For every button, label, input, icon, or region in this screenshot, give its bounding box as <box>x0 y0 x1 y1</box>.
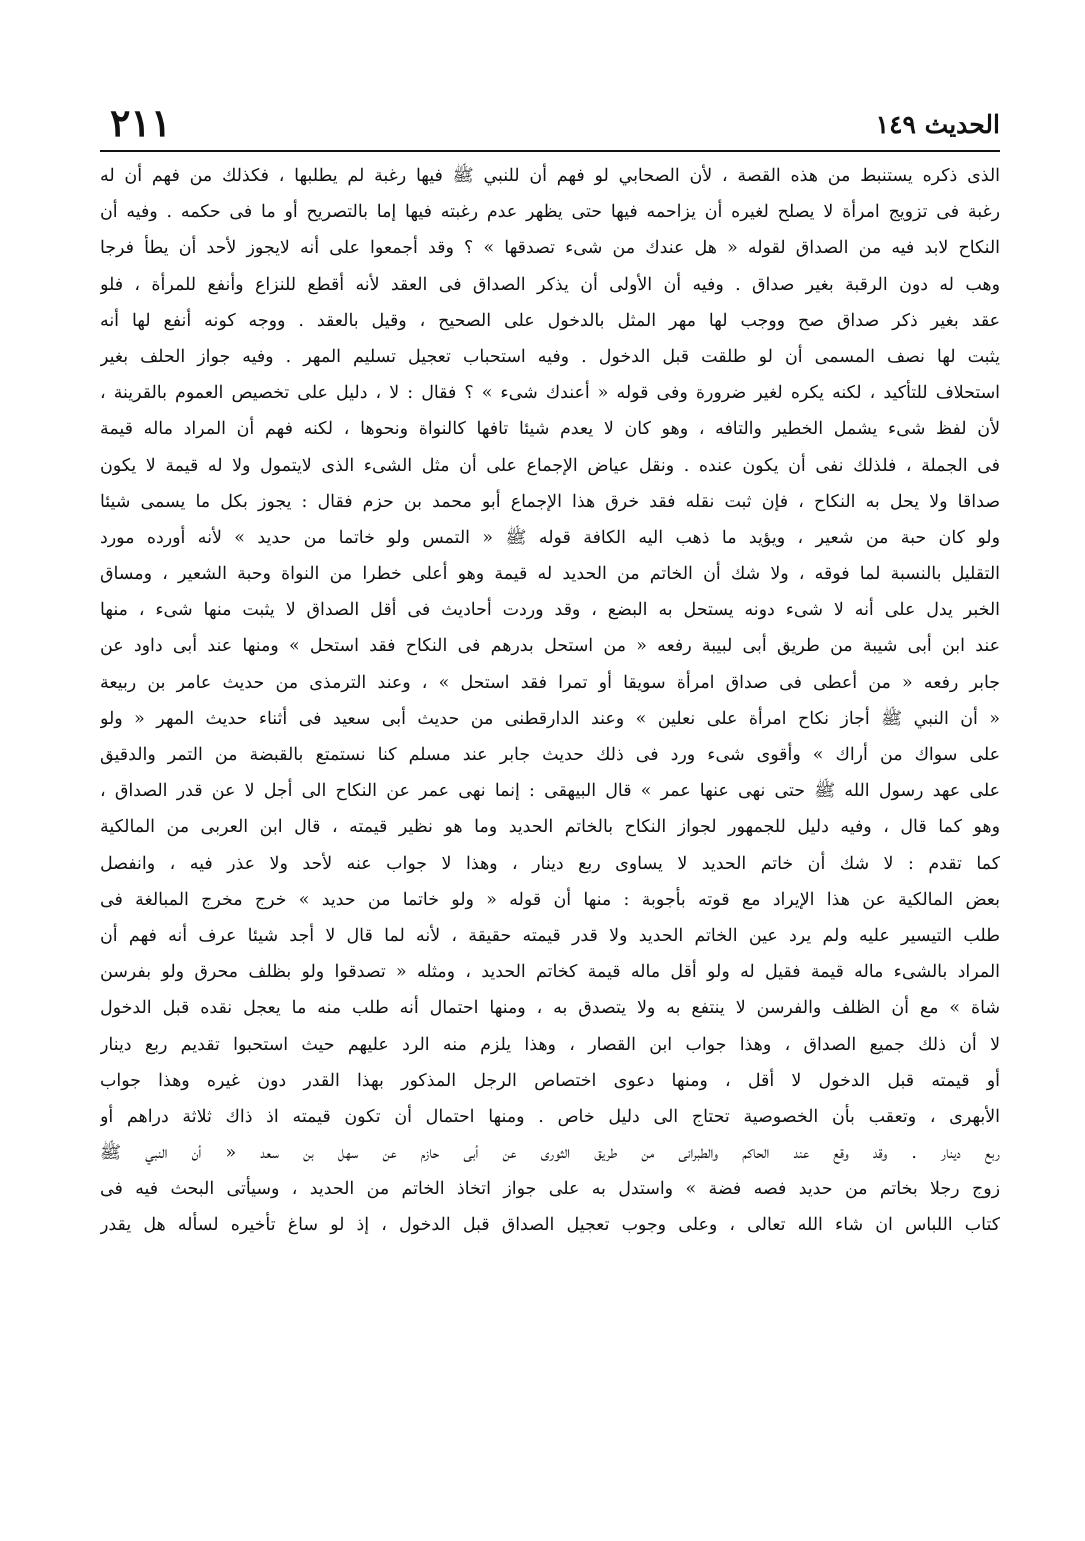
text-line: ولو كان حبة من شعير ، ويؤيد ما ذهب اليه الكافة قوله ﷺ « التمس ولو خاتما من حديد » لأنه أورده مورد <box>100 527 1000 548</box>
text-line: ربع دينار . وقد وقع عند الحاكم والطبرانى من طريق الثورى عن أبى حازم عن سهل بن سعد « أن النبي ﷺ <box>100 1143 1000 1164</box>
text-line: طلب التيسير عليه ولم يرد عين الخاتم الحديد ولا قدر قيمته حقيقة ، لأنه لما قال لا أجد شيئا عرف أنه فهم أن <box>100 925 1000 946</box>
text-line: وهو كما قال ، وفيه دليل للجمهور لجواز النكاح بالخاتم الحديد وما هو نظير قيمته ، قال ابن العربى من المالكية <box>100 817 1000 838</box>
header-rule <box>100 150 1000 152</box>
text-line: عند ابن أبى شيبة من طريق أبى لبيبة رفعه « من استحل بدرهم فى النكاح فقد استحل » ومنها عند أبى داود عن <box>100 636 1000 657</box>
text-line: لا أن ذلك جميع الصداق ، وهذا جواب ابن القصار ، وهذا يلزم منه الرد عليهم حيث استحبوا تقديم ربع دينار <box>100 1034 1000 1055</box>
text-line: « أن النبي ﷺ أجاز نكاح امرأة على نعلين » وعند الدارقطنى من حديث أبى سعيد فى أثناء حديث المهر « ولو <box>100 708 1000 729</box>
text-line: بعض المالكية عن هذا الإيراد مع قوته بأجوبة : منها أن قوله « ولو خاتما من حديد » خرج مخرج المبالغة فى <box>100 889 1000 910</box>
text-line: كما تقدم : لا شك أن خاتم الحديد لا يساوى ربع دينار ، وهذا لا جواب عنه لأحد ولا عذر فيه ، وانفصل <box>100 853 1000 874</box>
page-header <box>100 100 1000 148</box>
text-line: المراد بالشىء ماله قيمة فقيل له ولو أقل ماله قيمة كخاتم الحديد ، ومثله « تصدقوا ولو بظلف محرق ولو بفرسن <box>100 962 1000 983</box>
text-line: الخبر يدل على أنه لا شىء دونه يستحل به البضع ، وقد وردت أحاديث فى أقل الصداق لا يثبت منها شىء ، منها <box>100 600 1000 621</box>
text-line: النكاح لابد فيه من الصداق لقوله « هل عندك من شىء تصدقها » ؟ وقد أجمعوا على أنه لايجوز لأحد أن يطأ فرجا <box>100 238 1000 259</box>
page-number: ٢١١ <box>110 100 172 145</box>
text-line: فى الجملة ، فلذلك نفى أن يكون عنده . ونقل عياض الإجماع على أن مثل الشىء الذى لايتمول ولا له قيمة لا يكون <box>100 455 1000 476</box>
text-line: زوج رجلا بخاتم من حديد فصه فضة » واستدل به على جواز اتخاذ الخاتم من الحديد ، وسيأتى البحث فيه فى <box>100 1179 1000 1200</box>
text-line: على سواك من أراك » وأقوى شىء ورد فى ذلك حديث جابر عند مسلم كنا نستمتع بالقبضة من التمر والدقيق <box>100 745 1000 765</box>
text-line: شاة » مع أن الظلف والفرسن لا ينتفع به ولا يتصدق به ، ومنها احتمال أنه طلب منه ما يعجل نقده قبل الدخول <box>100 998 1000 1019</box>
body-text <box>100 158 1000 1244</box>
text-line: أو قيمته قبل الدخول لا أقل ، ومنها دعوى اختصاص الرجل المذكور بهذا القدر دون غيره وهذا جواب <box>100 1070 1000 1091</box>
text-line: عقد بغير ذكر صداق صح ووجب لها مهر المثل بالدخول على الصحيح ، وقيل بالعقد . ووجه كونه أنفع لها أنه <box>100 310 1000 331</box>
text-line: على عهد رسول الله ﷺ حتى نهى عنها عمر » قال البيهقى : إنما نهى عمر عن النكاح الى أجل لا عن قدر الصداق ، <box>100 781 1000 802</box>
text-line: الأبهرى ، وتعقب بأن الخصوصية تحتاج الى دليل خاص . ومنها احتمال أن تكون قيمته اذ ذاك ثلاثة دراهم أو <box>100 1106 1000 1127</box>
text-line: صداقا ولا يحل به النكاح ، فإن ثبت نقله فقد خرق هذا الإجماع أبو محمد بن حزم فقال : يجوز بكل ما يسمى شيئا <box>100 491 1000 512</box>
text-line: جابر رفعه « من أعطى فى صداق امرأة سويقا أو تمرا فقد استحل » ، وعند الترمذى من حديث عامر بن ربيعة <box>100 672 1000 693</box>
running-title: الحديث ١٤٩ <box>875 110 1000 139</box>
text-line: رغبة فى تزويج امرأة لا يصلح لغيره أن يزاحمه فيها حتى يظهر عدم رغبته فيها إما بالتصريح أو ما فى حكمه . وفيه أن <box>100 202 1000 223</box>
text-line: كتاب اللباس ان شاء الله تعالى ، وعلى وجوب تعجيل الصداق قبل الدخول ، إذ لو ساغ تأخيره لسأله هل يقدر <box>100 1215 1000 1236</box>
text-line: الذى ذكره يستنبط من هذه القصة ، لأن الصحابي لو فهم أن للنبي ﷺ فيها رغبة لم يطلبها ، فكذلك من فهم أن له <box>100 166 1000 186</box>
text-line: لأن لفظ شىء يشمل الخطير والتافه ، وهو كان لا يعدم شيئا تافها كالنواة ونحوها ، لكنه فهم أن المراد ماله قيمة <box>100 419 1000 440</box>
text-line: التقليل بالنسبة لما فوقه ، ولا شك أن الخاتم من الحديد له قيمة وهو أعلى خطرا من النواة وحبة الشعير ، ومساق <box>100 564 1000 585</box>
text-line: يثبت لها نصف المسمى أن لو طلقت قبل الدخول . وفيه استحباب تعجيل تسليم المهر . وفيه جواز الحلف بغير <box>100 346 1000 367</box>
text-line: استحلاف للتأكيد ، لكنه يكره لغير ضرورة وفى قوله « أعندك شىء » ؟ فقال : لا ، دليل على تخصيص العموم بالقرينة ، <box>100 383 1000 404</box>
text-line: وهب له دون الرقبة بغير صداق . وفيه أن الأولى أن يذكر الصداق فى العقد لأنه أقطع للنزاع وأنفع للمرأة ، فلو <box>100 274 1000 295</box>
